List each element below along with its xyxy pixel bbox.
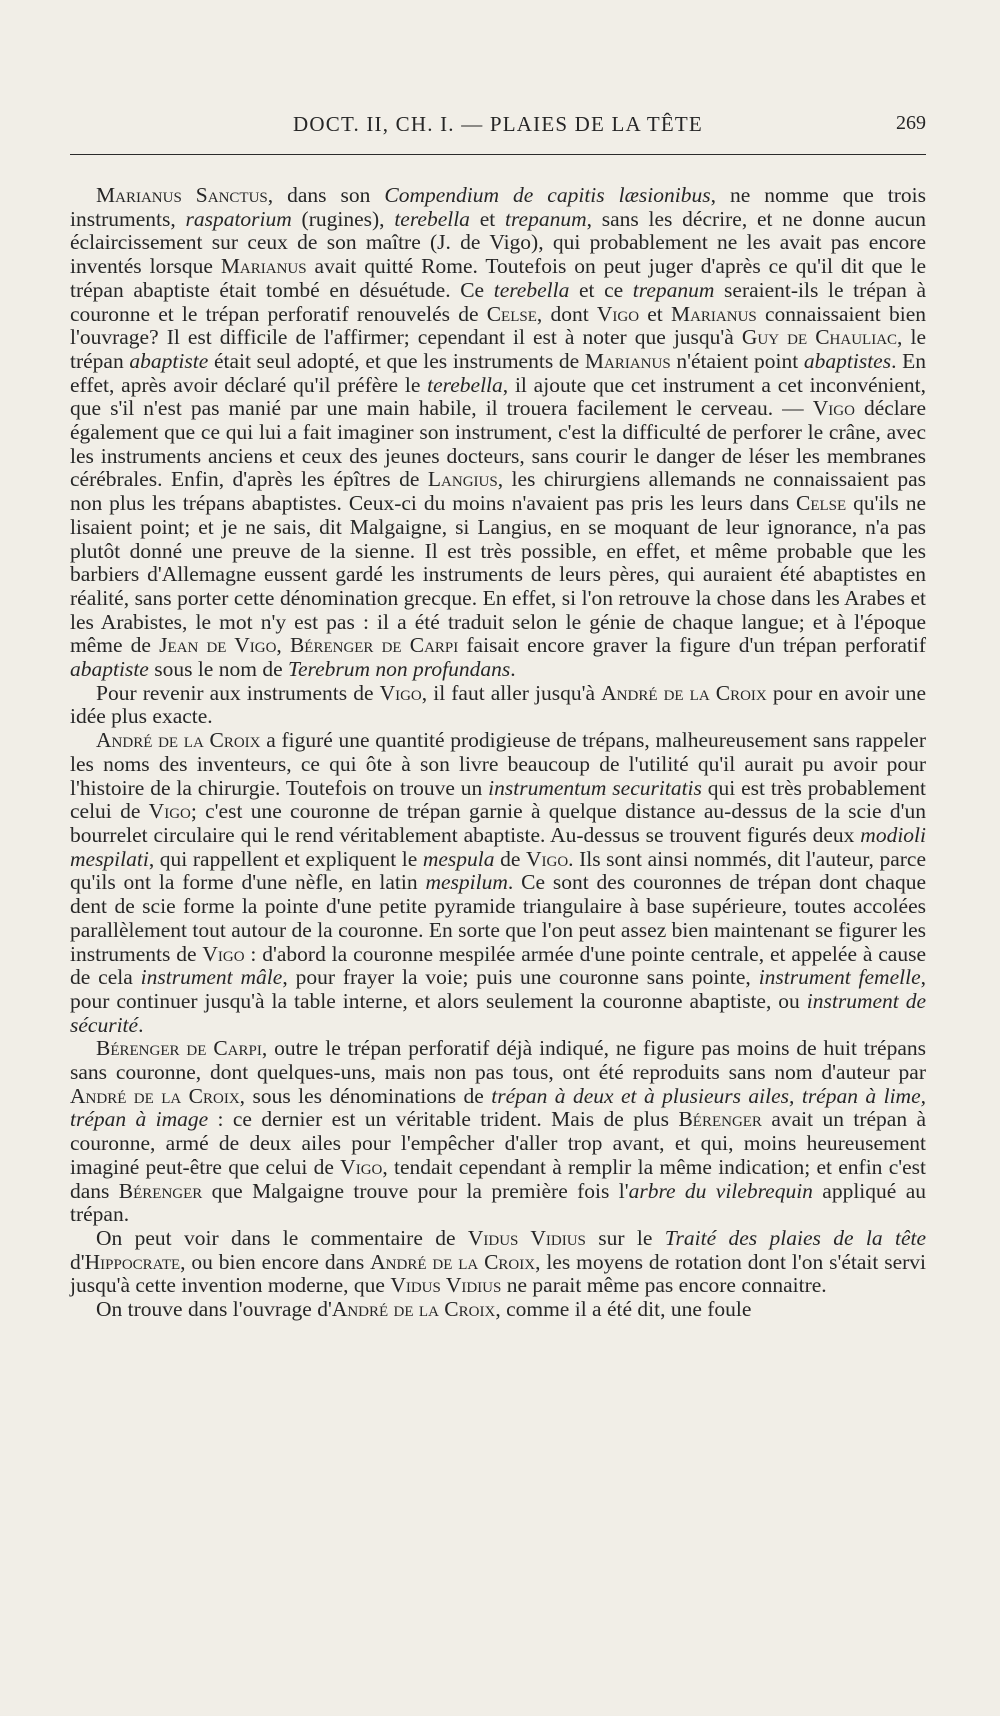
person-name: Jean de Vigo [159,633,277,658]
person-name: Hippocrate [84,1249,181,1274]
text-run: , ne nomme que trois instruments, [70,183,926,231]
person-name: Vigo [340,1154,383,1179]
text-run: . [510,657,516,682]
person-name: Vigo [525,846,569,871]
paragraph [70,682,926,729]
text-run: , sous les dénominations de [239,1083,492,1108]
person-name: Vigo [202,941,245,966]
italic-term: instrument femelle [758,965,921,990]
text-run: , les chirurgiens allemands ne connaissaient pas non plus les trépans abaptistes. Ceux-ci du moins n'avaient pas pris les leurs dans [70,467,926,516]
italic-term: mespilum [425,870,508,895]
text-run: , tendait cependant à remplir la même indication; et enfin c'est dans [70,1154,926,1203]
text-run: et [469,206,505,231]
person-name: Vidus Vidius [467,1225,586,1250]
person-name: Vigo [596,301,640,326]
italic-term: trépan à deux et à plusieurs ailes, trépan à lime, trépan à image [70,1083,926,1132]
person-name: Marianus [670,301,757,326]
text-run: Pour revenir aux instruments de [96,680,380,705]
italic-term: Traité des plaies de la tête [664,1225,927,1250]
person-name: Bérenger de Carpi [289,633,459,658]
text-run: On peut voir dans le commentaire de [96,1225,468,1250]
italic-term: mespula [422,846,495,871]
text-run: d' [70,1249,85,1274]
text-run: sous le nom de [148,657,288,682]
running-head [70,112,926,142]
person-name: André de la Croix [370,1249,536,1274]
person-name: André de la Croix [331,1297,496,1322]
paragraph [70,184,926,682]
text-run: et ce [569,277,633,302]
header-rule [70,154,926,155]
italic-term: Terebrum non profundans [288,657,511,682]
text-run: ne parait même pas encore connaitre. [501,1273,827,1298]
person-name: Marianus [220,254,307,279]
text-run: déclare également que ce qui lui a fait imaginer son instrument, c'est la difficulté de perforer le crâne, avec les instruments anciens et ceux des jeunes docteurs, sans courir le danger de léser les membranes cérébrales. Enfin, d'après les épîtres de [70,396,927,492]
text-run: , [276,633,290,658]
text-run: a figuré une quantité prodigieuse de trépans, malheureusement sans rappeler les noms des inventeurs, ce qui ôte à son livre beaucoup de l'utilité qu'il aurait pu avoir pour l'histoire de la chirurgie. Toutefois on trouve un [70,728,926,800]
person-name: Guy de Chauliac [741,325,898,350]
text-run: de [494,846,526,871]
text-run: , comme il a été dit, une foule [495,1297,752,1322]
italic-term: trepanum [504,206,587,231]
italic-term: abaptistes [803,348,892,373]
text-run: . [138,1012,144,1037]
paragraph [70,729,926,1037]
person-name: Marianus Sanctus [96,183,268,207]
person-name: Bérenger de Carpi [96,1036,262,1061]
text-run: . Ils sont ainsi nommés, dit l'auteur, parce qu'ils ont la forme d'une nèfle, en latin [70,846,926,895]
body-text [70,184,926,1322]
person-name: Vigo [379,680,422,705]
text-run: n'étaient point [670,348,804,373]
person-name: André de la Croix [70,1083,240,1108]
person-name: Bérenger [118,1178,203,1203]
person-name: André de la Croix [96,728,261,753]
text-run: , sans les décrire, et ne donne aucun éclaircissement sur ceux de son maître (J. de Vigo), qui probablement ne les avait pas encore inventés lorsque [70,206,926,279]
text-run: connaissaient bien l'ouvrage? Il est difficile de l'affirmer; cependant il est à noter que jusqu'à [70,301,926,350]
running-head-title: DOCT. II, CH. I. — PLAIES DE LA TÊTE [293,112,703,136]
text-run: , les moyens de rotation dont l'on s'était servi jusqu'à cette invention moderne, que [70,1249,927,1298]
italic-term: instrumentum securitatis [488,775,702,800]
italic-term: trepanum [632,277,715,302]
person-name: Vigo [148,799,191,824]
page-number: 269 [896,112,926,134]
text-run: qui est très probablement celui de [70,775,926,824]
person-name: Vigo [812,396,855,421]
text-run: (rugines), [291,206,395,231]
text-run: pour en avoir une idée plus exacte. [70,680,927,729]
italic-term: raspatorium [185,206,292,231]
text-run: , outre le trépan perforatif déjà indiqué, ne figure pas moins de huit trépans sans couronne, dont quelques-uns, mais non pas tous, ont été reproduits sans nom d'auteur par [70,1036,926,1085]
paragraph [70,1298,926,1322]
text-run: qu'ils ne lisaient point; et je ne sais, dit Malgaigne, si Langius, en se moquant de leur ignorance, n'a pas plutôt donné une preuve de la sienne. Il est très possible, en effet, et même probable que les barbiers d'Allemagne eussent gardé les instruments de leurs pères, qui auraient été abaptistes en réalité, sans porter cette dénomination grecque. En effet, si l'on retrouve la chose dans les Arabes et les Arabistes, le mot n'y est pas : il a été traduit selon le génie de chaque langue; et à l'époque même de [70,491,926,658]
text-run: On trouve dans l'ouvrage d' [96,1297,332,1322]
text-run: était seul adopté, et que les instruments de [208,348,585,373]
text-run: , pour continuer jusqu'à la table interne, et alors seulement la couronne abaptiste, ou [70,965,926,1013]
text-run: : ce dernier est un véritable trident. Mais de plus [208,1107,679,1132]
text-run: , il faut aller jusqu'à [421,680,602,705]
person-name: Marianus [584,348,671,373]
person-name: Langius [427,467,498,492]
text-run: , il ajoute que cet instrument a cet inconvénient, que s'il n'est pas manié par une main habile, il trouera facilement le cerveau. — [70,372,926,421]
italic-term: terebella [493,277,570,302]
text-run: , qui rappellent et expliquent le [148,846,423,871]
italic-term: terebella [394,206,470,231]
person-name: Bérenger [678,1107,762,1132]
text-run: seraient-ils le trépan à couronne et le trépan perforatif renouvelés de [70,277,926,326]
italic-term: instrument de sécurité [70,988,926,1037]
text-run: appliqué au trépan. [70,1178,926,1227]
person-name: Celse [486,301,537,326]
italic-term: abaptiste [129,348,209,373]
person-name: André de la Croix [601,680,767,705]
text-run: avait quitté Rome. Toutefois on peut juger d'après ce qu'il dit que le trépan abaptiste était tombé en désuétude. Ce [70,254,927,302]
text-run: que Malgaigne trouve pour la première fois l' [202,1178,629,1203]
text-run: ; c'est une couronne de trépan garnie à quelque distance au-dessus de la scie d'un bourrelet circulaire qui le rend véritablement abaptiste. Au-dessus se trouvent figurés deux [70,799,926,847]
paragraph [70,1037,926,1227]
italic-term: abaptiste [70,657,149,682]
text-run: sur le [585,1225,665,1250]
text-run: . Ce sont des couronnes de trépan dont chaque dent de scie forme la pointe d'une petite pyramide triangulaire à base supérieure, toutes accolées parallèlement tout autour de la couronne. En sorte que l'on peut assez bien maintenant se figurer les instruments de [70,870,926,966]
italic-term: arbre du vilebrequin [628,1178,813,1203]
text-run: , dans son [267,183,385,207]
italic-term: instrument mâle [140,965,283,990]
text-run: et [639,301,671,326]
text-run: . En effet, après avoir déclaré qu'il préfère le [70,348,927,397]
italic-term: modioli mespilati [70,822,926,871]
text-run: faisait encore graver la figure d'un trépan perforatif [458,633,927,658]
person-name: Celse [795,491,847,516]
italic-term: Compendium de capitis læsionibus [384,183,711,207]
text-run: , dont [536,301,597,326]
italic-term: terebella [427,372,503,397]
person-name: Vidus Vidius [390,1273,502,1298]
text-run: , pour frayer la voie; puis une couronne sans pointe, [282,965,759,990]
paragraph [70,1227,926,1298]
text-run: , ou bien encore dans [180,1249,371,1274]
text-run: : d'abord la couronne mespilée armée d'une pointe centrale, et appelée à cause de cela [70,941,927,990]
text-run: avait un trépan à couronne, armé de deux ailes pour l'empêcher d'aller trop avant, et qui, moins heureusement imaginé peut-être que celui de [70,1107,926,1179]
text-run: , le trépan [70,325,926,373]
